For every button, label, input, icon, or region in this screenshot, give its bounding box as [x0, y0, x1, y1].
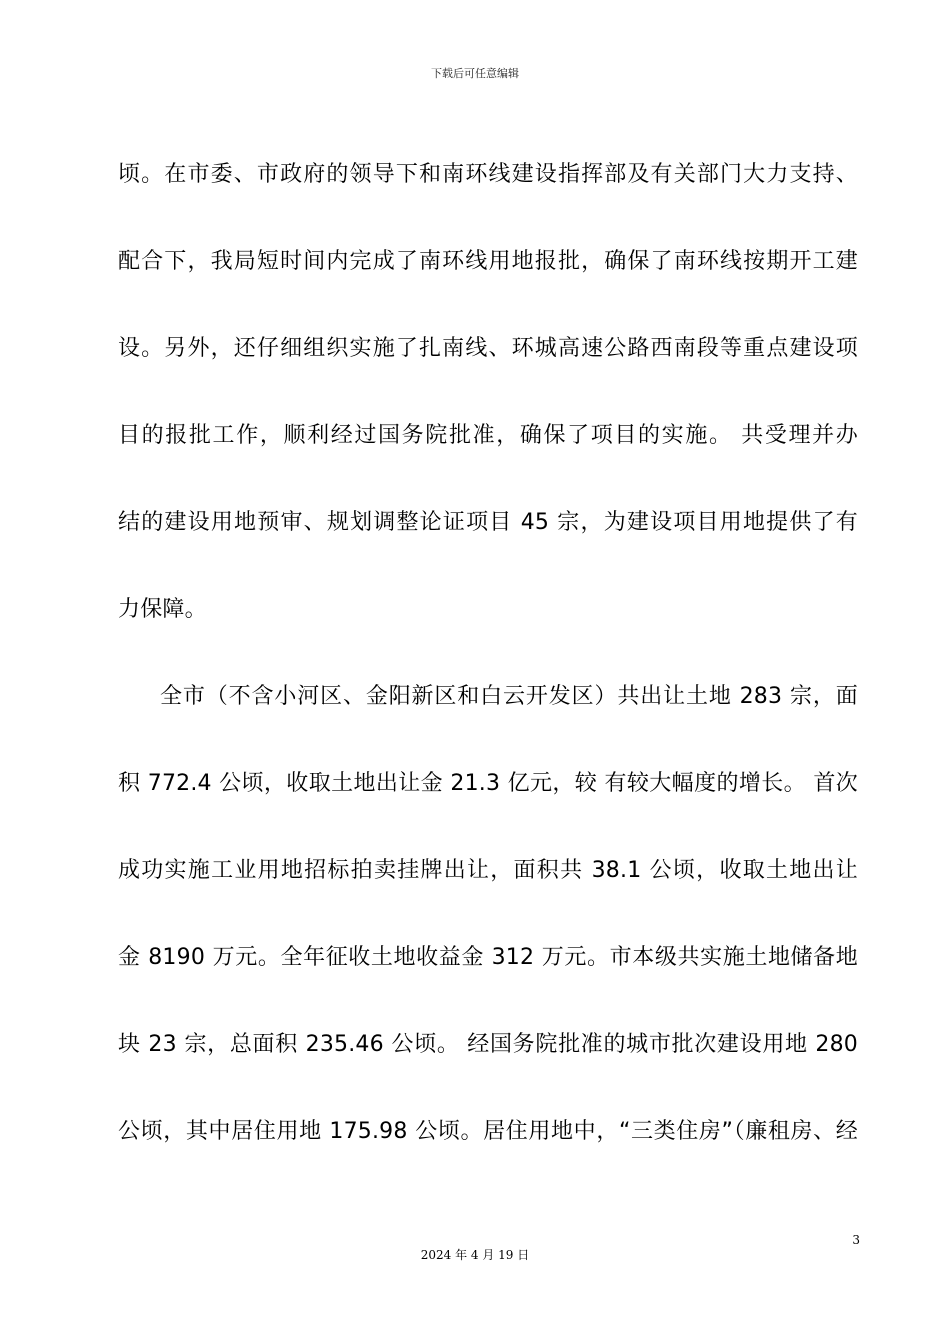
- paragraph-line: 积 772.4 公顷，收取土地出让金 21.3 亿元，较 有较大幅度的增长。 首次: [118, 771, 858, 796]
- paragraph-line: 设。另外，还仔细组织实施了扎南线、环城高速公路西南段等重点建设项: [118, 336, 858, 361]
- paragraph-line: 目的报批工作，顺利经过国务院批准，确保了项目的实施。 共受理并办: [118, 423, 858, 448]
- paragraph-line: 顷。在市委、市政府的领导下和南环线建设指挥部及有关部门大力支持、: [118, 162, 858, 187]
- paragraph-line: 成功实施工业用地招标拍卖挂牌出让，面积共 38.1 公顷，收取土地出让: [118, 858, 858, 883]
- page-number: 3: [852, 1233, 860, 1247]
- paragraph-line: 公顷，其中居住用地 175.98 公顷。居住用地中，“三类住房”（廉租房、经: [118, 1119, 858, 1144]
- document-body: [118, 155, 858, 1199]
- paragraph-line: 结的建设用地预审、规划调整论证项目 45 宗，为建设项目用地提供了有: [118, 510, 858, 535]
- page-header: 下载后可任意编辑: [431, 67, 519, 80]
- paragraph-line: 块 23 宗，总面积 235.46 公顷。 经国务院批准的城市批次建设用地 280: [118, 1032, 858, 1057]
- paragraph-line: 金 8190 万元。全年征收土地收益金 312 万元。市本级共实施土地储备地: [118, 945, 858, 970]
- footer-date: 2024 年 4 月 19 日: [420, 1248, 530, 1262]
- paragraph-line: 配合下，我局短时间内完成了南环线用地报批，确保了南环线按期开工建: [118, 249, 858, 274]
- paragraph-line: 力保障。: [118, 597, 207, 622]
- paragraph-line: 全市（不含小河区、金阳新区和白云开发区）共出让土地 283 宗，面: [160, 684, 858, 709]
